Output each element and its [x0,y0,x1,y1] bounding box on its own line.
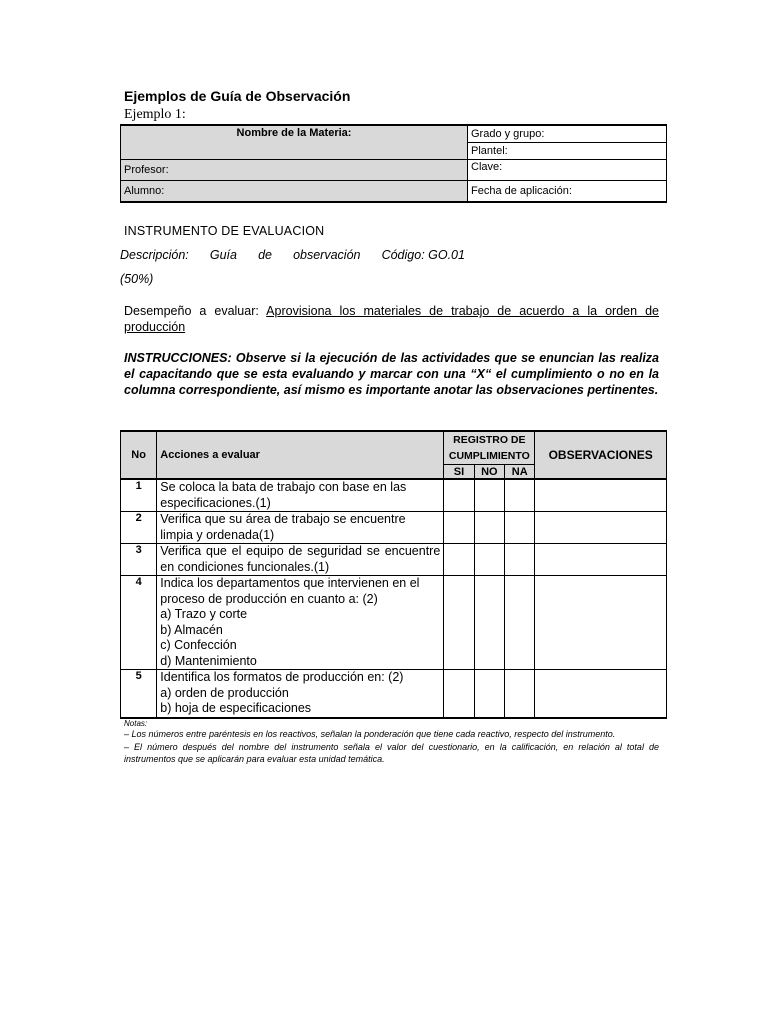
observations-cell[interactable] [535,576,667,670]
action-line: Verifica que su área de trabajo se encuentre limpia y ordenada(1) [160,512,406,542]
description-word: Descripción: [120,248,189,262]
action-line: Verifica que el equipo de seguridad se encuentre en condiciones funcionales.(1) [160,544,441,574]
action-line: Indica los departamentos que intervienen en el proceso de producción en cuanto a: (2) [160,576,420,606]
action-subitem: a) Trazo y corte [160,607,248,621]
row-number: 3 [121,544,157,576]
notes-title: Notas: [124,719,148,728]
action-subitem: a) orden de producción [160,685,289,700]
si-check-cell[interactable] [444,544,474,576]
grade-group-cell [468,125,667,143]
na-check-cell[interactable] [505,670,535,718]
grade-group-label: Grado y grupo: [471,128,545,140]
action-subitem: b) Almacén [160,622,223,637]
observations-cell[interactable] [535,670,667,718]
no-check-cell[interactable] [474,479,504,512]
instrument-percentage: (50%) [120,272,154,286]
date-label: Fecha de aplicación: [471,185,572,197]
na-check-cell[interactable] [505,479,535,512]
row-action [157,544,444,576]
table-row [121,576,667,670]
description-code: Código: GO.01 [381,248,465,262]
row-number: 2 [121,512,157,544]
instrument-title: INSTRUMENTO DE EVALUACION [124,224,325,238]
header-no: No [121,431,157,479]
na-check-cell[interactable] [505,576,535,670]
header-registry: REGISTRO DE CUMPLIMIENTO [444,431,535,465]
performance-value: Aprovisiona los materiales de trabajo de acuerdo a la orden de producción [124,304,659,334]
action-subitem: d) Mantenimiento [160,653,257,668]
header-na: NA [505,465,535,480]
campus-cell [468,143,667,160]
table-row [121,544,667,576]
description-line [120,248,465,262]
table-row [121,670,667,718]
student-cell [121,181,468,203]
subject-label: Nombre de la Materia: [236,127,352,139]
row-action [157,670,444,718]
action-subitem: b) hoja de especificaciones [160,701,312,715]
observations-cell[interactable] [535,544,667,576]
table-row [121,512,667,544]
table-row [121,479,667,512]
row-number: 5 [121,670,157,718]
row-action [157,479,444,512]
date-cell [468,181,667,203]
student-label: Alumno: [124,185,165,197]
row-action [157,512,444,544]
no-check-cell[interactable] [474,512,504,544]
action-subitem: c) Confección [160,638,237,652]
header-no-col: NO [474,465,504,480]
header-si: SI [444,465,474,480]
performance-statement [124,303,659,335]
key-label: Clave: [471,161,503,173]
description-word: observación [293,248,361,262]
performance-label: Desempeño a evaluar: [124,304,267,318]
instructions-text: INSTRUCCIONES: Observe si la ejecución de las actividades que se enuncian las realiza el capacitando que se esta evaluando y marcar con una “X“ el cumplimiento o no en la columna correspondiente, así mismo es importante anotar las observaciones pertinentes. [124,351,659,397]
note-item: – Los números entre paréntesis en los reactivos, señalan la ponderación que tiene cada reactivo, respecto del instrumento. [124,729,616,739]
subject-label-cell [121,125,468,160]
teacher-label: Profesor: [124,164,169,176]
document-title: Ejemplos de Guía de Observación [124,88,351,104]
si-check-cell[interactable] [444,512,474,544]
note-item: – El número después del nombre del instrumento señala el valor del cuestionario, en la calificación, en relación al total de instrumentos que se aplicarán para evaluar esta unidad temática. [124,741,659,764]
observations-cell[interactable] [535,512,667,544]
key-cell [468,160,667,181]
si-check-cell[interactable] [444,670,474,718]
teacher-cell [121,160,468,181]
no-check-cell[interactable] [474,670,504,718]
si-check-cell[interactable] [444,576,474,670]
na-check-cell[interactable] [505,544,535,576]
row-number: 4 [121,576,157,670]
description-word: Guía [209,248,237,262]
row-number: 1 [121,479,157,512]
observations-cell[interactable] [535,479,667,512]
evaluation-table [120,430,667,719]
no-check-cell[interactable] [474,576,504,670]
row-action [157,576,444,670]
header-table [120,124,667,203]
no-check-cell[interactable] [474,544,504,576]
notes-section [124,719,659,766]
action-line: Identifica los formatos de producción en: (2) [160,670,404,684]
description-word: de [258,248,272,262]
header-actions: Acciones a evaluar [157,431,444,479]
na-check-cell[interactable] [505,512,535,544]
action-line: Se coloca la bata de trabajo con base en las especificaciones.(1) [160,480,407,510]
example-label: Ejemplo 1: [124,107,186,122]
si-check-cell[interactable] [444,479,474,512]
header-observations: OBSERVACIONES [535,431,667,479]
campus-label: Plantel: [471,145,508,157]
